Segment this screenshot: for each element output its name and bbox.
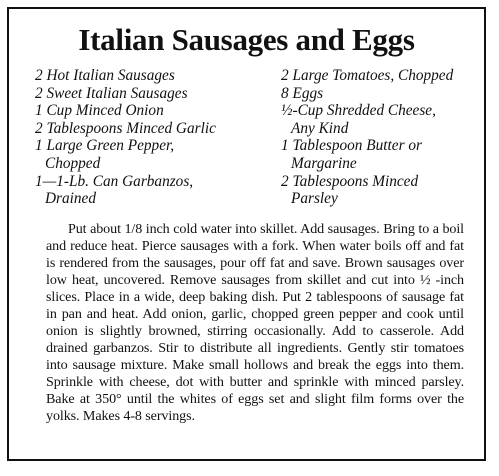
ingredient-text: 1 Large Green Pepper, xyxy=(35,137,175,155)
ingredient-text: 1—1-Lb. Can Garbanzos, xyxy=(35,172,194,190)
ingredient-text: 8 Eggs xyxy=(281,84,324,102)
ingredient-item xyxy=(281,102,491,137)
ingredient-continuation: Any Kind xyxy=(291,119,349,137)
recipe-instructions: Put about 1/8 inch cold water into skillet. Add sausages. Bring to a boil and reduce heat. Pierce sausages with a fork. When water boils off and fat is rendered from the sausages, pour off fat and save. Brown sausages over low heat, uncovered. Remove sausages from skillet and cut into ½ -inch slices. Place in a wide, deep baking dish. Put 2 tablespoons of sausage fat in pan and heat. Add onion, garlic, chopped green pepper and cook until onion is slightly browned, stirring occasionally. Add to casserole. Add drained garbanzos. Stir to distribute all ingredients. Gently stir tomatoes into sausage mixture. Make small hollows and break the eggs into them. Sprinkle with cheese, dot with butter and sprinkle with minced parsley. Bake at 350° until the whites of eggs set and slight film forms over the yolks. Makes 4-8 servings. xyxy=(46,221,464,424)
ingredient-item xyxy=(281,137,491,172)
ingredients-column-left xyxy=(35,67,283,208)
ingredient-text: 2 Tablespoons Minced xyxy=(281,172,419,190)
ingredient-item xyxy=(281,67,491,85)
ingredient-text: 1 Cup Minced Onion xyxy=(35,102,164,120)
recipe-card xyxy=(7,7,486,461)
ingredient-text: 2 Hot Italian Sausages xyxy=(35,67,175,84)
ingredient-item xyxy=(35,120,283,138)
ingredient-item xyxy=(35,137,283,172)
recipe-title: Italian Sausages and Eggs xyxy=(78,22,415,57)
ingredients-column-right xyxy=(281,67,491,208)
ingredient-item xyxy=(35,67,283,85)
ingredient-continuation: Parsley xyxy=(291,190,338,208)
ingredient-item xyxy=(281,85,491,103)
ingredient-text: 2 Large Tomatoes, Chopped xyxy=(281,67,454,84)
ingredient-text: ½-Cup Shredded Cheese, xyxy=(281,102,436,120)
ingredient-continuation: Margarine xyxy=(291,154,357,172)
ingredient-text: 2 Tablespoons Minced Garlic xyxy=(35,119,216,137)
ingredient-continuation: Drained xyxy=(45,190,96,208)
ingredient-continuation: Chopped xyxy=(45,154,101,172)
ingredient-text: 1 Tablespoon Butter or xyxy=(281,137,422,155)
ingredient-item xyxy=(35,85,283,103)
ingredient-text: 2 Sweet Italian Sausages xyxy=(35,84,188,102)
ingredient-item xyxy=(35,173,283,208)
ingredient-item xyxy=(281,173,491,208)
ingredient-item xyxy=(35,102,283,120)
